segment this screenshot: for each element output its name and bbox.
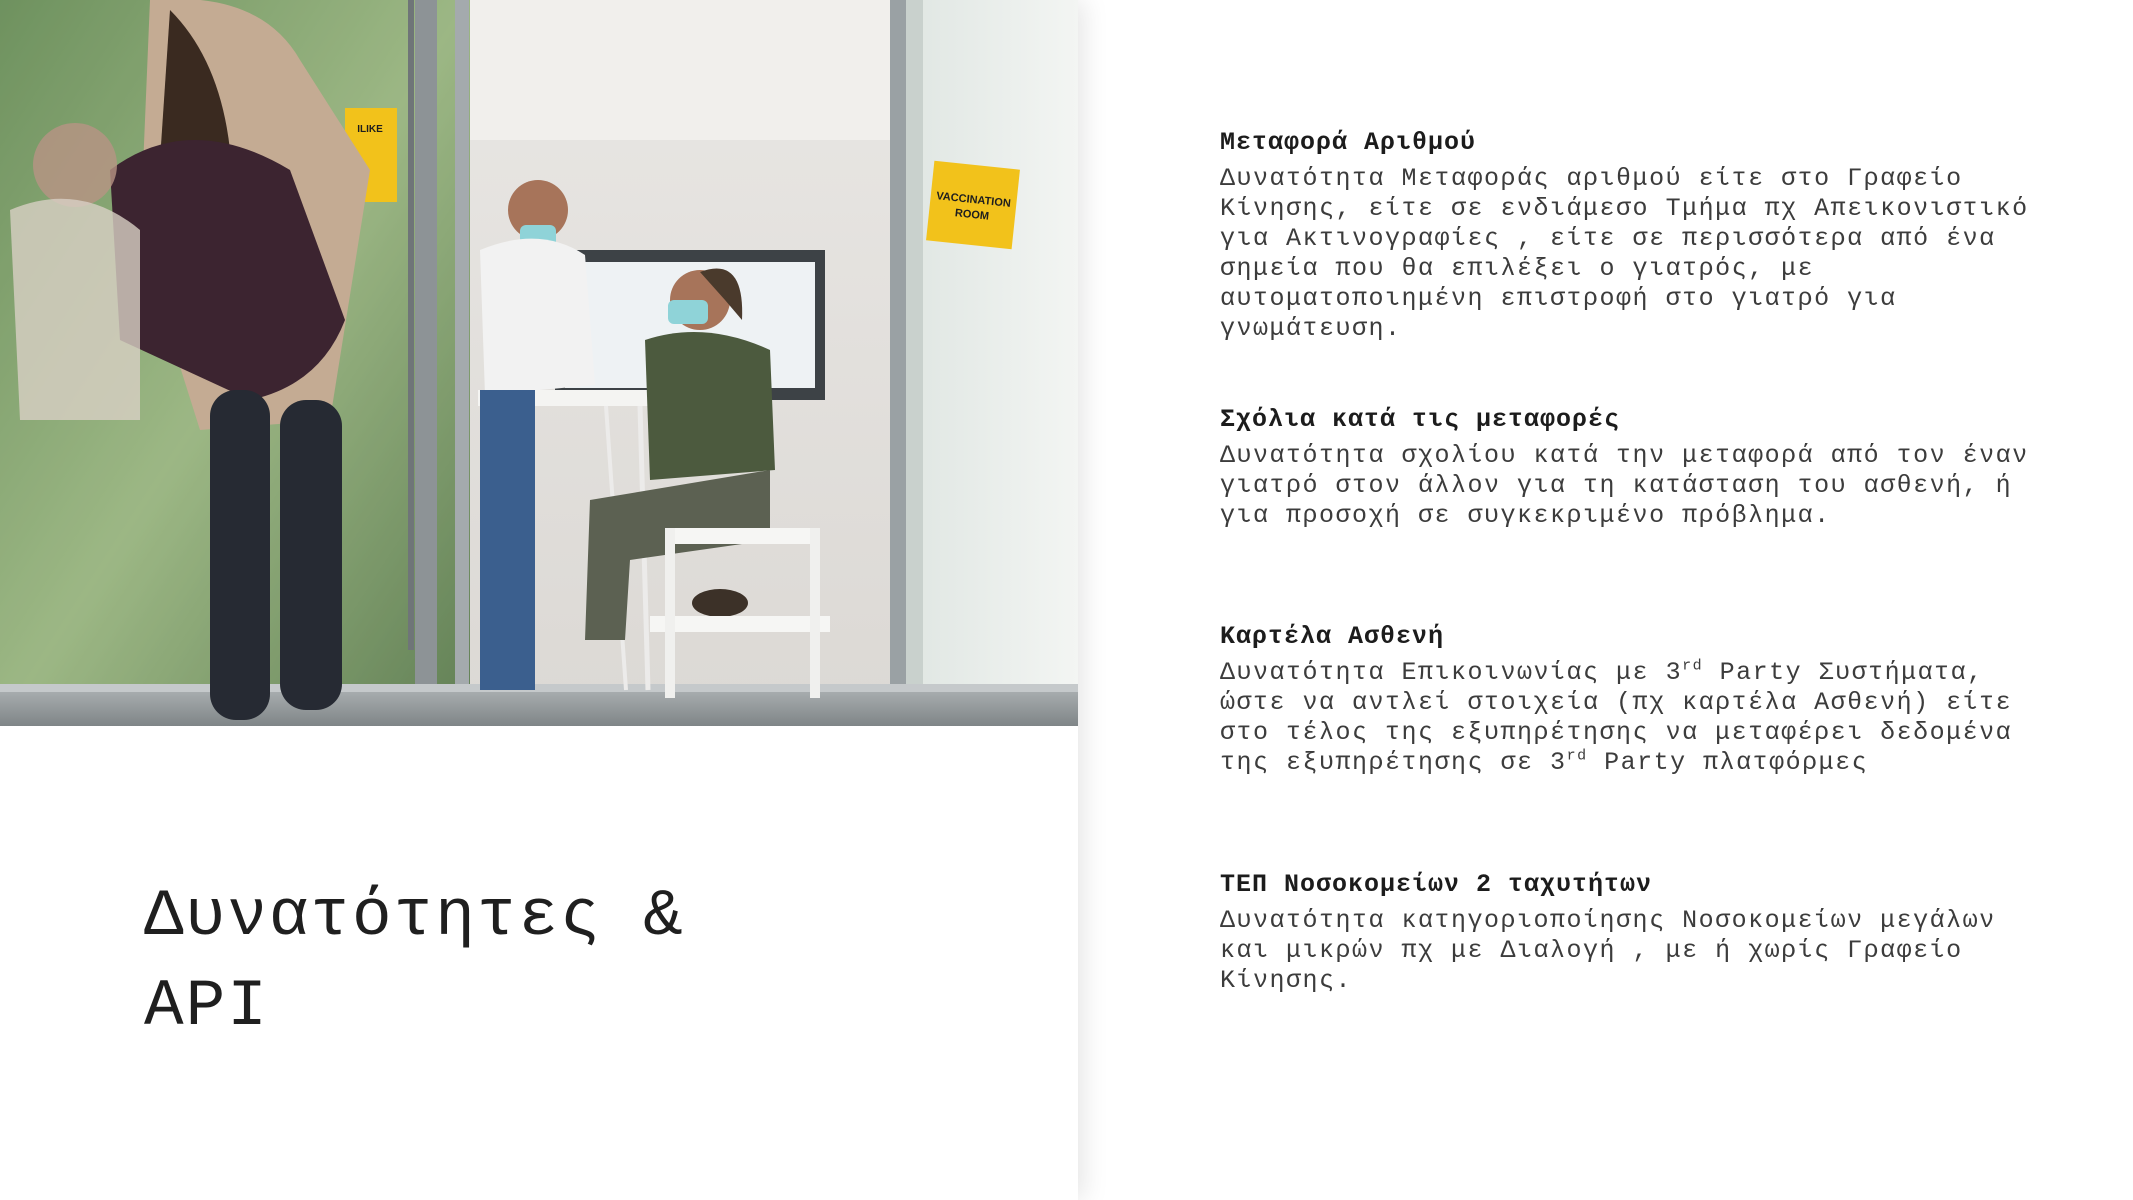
feature-title: Μεταφορά Αριθμού: [1220, 128, 1477, 157]
feature-body: Δυνατότητα κατηγοριοποίησης Νοσοκομείων μεγάλων και μικρών πχ με Διαλογή , με ή χωρίς Γραφείο Κίνησης.: [1220, 906, 1996, 995]
feature-patient-card: [1220, 622, 2040, 778]
feature-transfer-comments: [1220, 405, 2040, 531]
slide-title: [144, 872, 1004, 1052]
feature-title: Σχόλια κατά τις μεταφορές: [1220, 405, 1621, 434]
feature-body: Δυνατότητα Επικοινωνίας με 3rd Party Συστήματα, ώστε να αντλεί στοιχεία (πχ καρτέλα Ασθενή) είτε στο τέλος της εξυπηρέτησης να μεταφέρει δεδομένα της εξυπηρέτησης σε 3rd Party πλατφόρμες: [1220, 657, 2013, 777]
vaccination-photo: [0, 0, 1078, 726]
feature-er-two-speeds: [1220, 870, 2040, 996]
slide-title-line2: API: [144, 969, 269, 1044]
svg-text:VACCINATION: VACCINATION: [935, 190, 1012, 210]
feature-title: Καρτέλα Ασθενή: [1220, 622, 1445, 651]
slide-title-line1: Δυνατότητες &: [144, 879, 685, 954]
vaccination-room-sign: [926, 161, 1020, 250]
right-panel: [1078, 0, 2133, 1200]
svg-text:ILIKE: ILIKE: [357, 124, 383, 135]
feature-title: ΤΕΠ Νοσοκομείων 2 ταχυτήτων: [1220, 870, 1653, 899]
feature-body: Δυνατότητα σχολίου κατά την μεταφορά από τον έναν γιατρό στον άλλον για τη κατάσταση του ασθενή, ή για προσοχή σε συγκεκριμένο πρόβλημα.: [1220, 441, 2029, 530]
feature-number-transfer: [1220, 128, 2040, 344]
feature-body: Δυνατότητα Μεταφοράς αριθμού είτε στο Γραφείο Κίνησης, είτε σε ενδιάμεσο Τμήμα πχ Απεικονιστικό για Ακτινογραφίες , είτε σε περισσότερα από ένα σημεία που θα επιλέξει ο γιατρός, με αυτοματοποιημένη επιστροφή στο γιατρό για γνωμάτευση.: [1220, 164, 2029, 343]
svg-text:ROOM: ROOM: [954, 207, 990, 223]
